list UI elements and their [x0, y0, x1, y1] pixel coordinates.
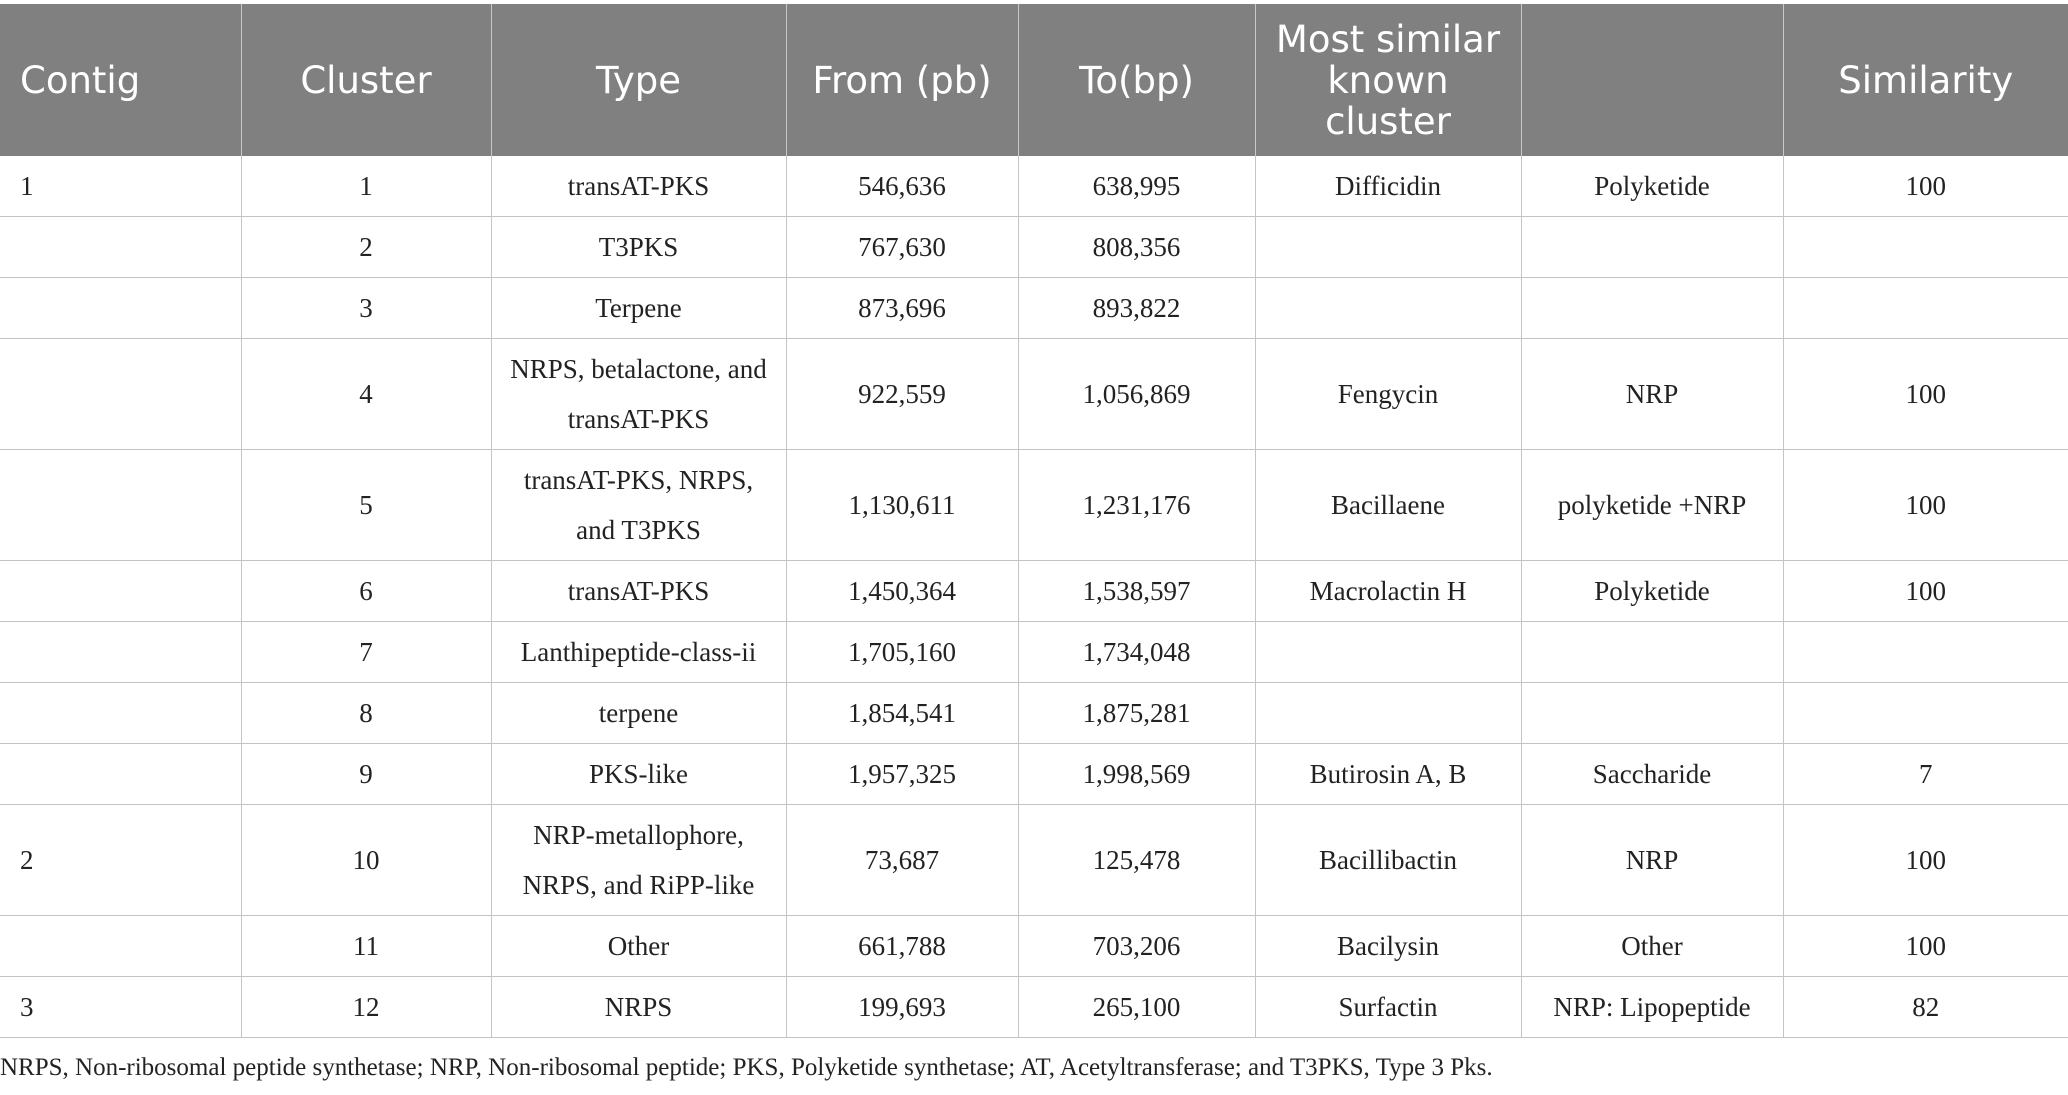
cell-most-similar: [1255, 278, 1521, 339]
cell-contig: 1: [20, 171, 34, 201]
cell-cluster: 8: [241, 683, 491, 744]
cell-to: 1,875,281: [1018, 683, 1255, 744]
cell-type: T3PKS: [491, 217, 786, 278]
table-row: [0, 561, 2068, 622]
cell-type: NRP-metallophore, NRPS, and RiPP-like: [491, 805, 786, 916]
cell-category: NRP: [1521, 805, 1783, 916]
cell-most-similar: Bacillaene: [1255, 450, 1521, 561]
table-row: [0, 450, 2068, 561]
cell-from: 1,450,364: [786, 561, 1018, 622]
cell-similarity: [1783, 278, 2068, 339]
header-cluster: Cluster: [241, 4, 491, 156]
cell-similarity: 100: [1783, 156, 2068, 217]
table-header-row: [0, 4, 2068, 156]
cell-from: 661,788: [786, 916, 1018, 977]
cell-from: 1,130,611: [786, 450, 1018, 561]
cell-to: 808,356: [1018, 217, 1255, 278]
biosynthetic-gene-cluster-table: [0, 4, 2068, 1038]
cell-similarity: 100: [1783, 805, 2068, 916]
cell-contig: [0, 744, 241, 805]
cell-similarity: 100: [1783, 561, 2068, 622]
cell-type: NRPS: [491, 977, 786, 1038]
cell-type: transAT-PKS: [491, 156, 786, 217]
header-similarity: Similarity: [1783, 4, 2068, 156]
cell-most-similar: [1255, 217, 1521, 278]
cell-to: 265,100: [1018, 977, 1255, 1038]
table-row: [0, 217, 2068, 278]
cell-category: [1521, 683, 1783, 744]
cell-from: 767,630: [786, 217, 1018, 278]
cell-contig: [0, 622, 241, 683]
cell-cluster: 5: [241, 450, 491, 561]
cell-contig: [0, 217, 241, 278]
table-row: [0, 278, 2068, 339]
cell-category: Saccharide: [1521, 744, 1783, 805]
cell-contig: [0, 683, 241, 744]
cell-type: terpene: [491, 683, 786, 744]
cell-contig: [0, 339, 241, 450]
cell-similarity: 100: [1783, 339, 2068, 450]
cell-to: 1,231,176: [1018, 450, 1255, 561]
cell-similarity: 100: [1783, 450, 2068, 561]
cell-most-similar: Difficidin: [1255, 156, 1521, 217]
cell-cluster: 10: [241, 805, 491, 916]
cell-to: 1,998,569: [1018, 744, 1255, 805]
header-type: Type: [491, 4, 786, 156]
cell-from: 546,636: [786, 156, 1018, 217]
cell-cluster: 9: [241, 744, 491, 805]
cell-category: Polyketide: [1521, 156, 1783, 217]
cell-most-similar: Butirosin A, B: [1255, 744, 1521, 805]
table-row: [0, 977, 2068, 1038]
cell-from: 73,687: [786, 805, 1018, 916]
cell-cluster: 11: [241, 916, 491, 977]
cell-contig: 2: [0, 805, 241, 916]
cell-type: transAT-PKS, NRPS, and T3PKS: [491, 450, 786, 561]
cell-type: NRPS, betalactone, and transAT-PKS: [491, 339, 786, 450]
cell-from: 199,693: [786, 977, 1018, 1038]
table-row: [0, 622, 2068, 683]
cell-to: 1,538,597: [1018, 561, 1255, 622]
table-row: [0, 339, 2068, 450]
table-row: [0, 744, 2068, 805]
cell-to: 125,478: [1018, 805, 1255, 916]
cell-to: 638,995: [1018, 156, 1255, 217]
cell-most-similar: Surfactin: [1255, 977, 1521, 1038]
table-row: [0, 683, 2068, 744]
cell-category: [1521, 278, 1783, 339]
cell-category: [1521, 622, 1783, 683]
cell-most-similar: [1255, 622, 1521, 683]
table-row: [0, 916, 2068, 977]
cell-to: 893,822: [1018, 278, 1255, 339]
cell-similarity: [1783, 217, 2068, 278]
cell-most-similar: Bacillibactin: [1255, 805, 1521, 916]
cell-contig: [0, 450, 241, 561]
cell-contig: 3: [0, 977, 241, 1038]
cell-to: 1,056,869: [1018, 339, 1255, 450]
cell-type: Terpene: [491, 278, 786, 339]
cell-from: 1,705,160: [786, 622, 1018, 683]
cell-category: Other: [1521, 916, 1783, 977]
cell-similarity: [1783, 683, 2068, 744]
table-footnote: NRPS, Non-ribosomal peptide synthetase; NRP, Non-ribosomal peptide; PKS, Polyketide synthetase; AT, Acetyltransferase; and T3PKS, Type 3 Pks.: [0, 1054, 1493, 1081]
cell-cluster: 6: [241, 561, 491, 622]
cell-cluster: 2: [241, 217, 491, 278]
cell-from: 1,854,541: [786, 683, 1018, 744]
header-contig: Contig: [0, 4, 241, 156]
cell-cluster: 1: [241, 156, 491, 217]
header-from: From (pb): [786, 4, 1018, 156]
table-row: [0, 156, 2068, 217]
cell-similarity: 82: [1783, 977, 2068, 1038]
header-blank: [1521, 4, 1783, 156]
cell-type: Other: [491, 916, 786, 977]
cell-category: Polyketide: [1521, 561, 1783, 622]
cell-similarity: 100: [1783, 916, 2068, 977]
cell-cluster: 12: [241, 977, 491, 1038]
cell-contig: [0, 561, 241, 622]
cell-category: polyketide +NRP: [1521, 450, 1783, 561]
cell-cluster: 3: [241, 278, 491, 339]
cell-from: 1,957,325: [786, 744, 1018, 805]
cell-category: [1521, 217, 1783, 278]
cell-category: NRP: Lipopeptide: [1521, 977, 1783, 1038]
cell-from: 873,696: [786, 278, 1018, 339]
cell-most-similar: [1255, 683, 1521, 744]
cell-similarity: 7: [1783, 744, 2068, 805]
cell-most-similar: Bacilysin: [1255, 916, 1521, 977]
cell-type: Lanthipeptide-class-ii: [491, 622, 786, 683]
cell-to: 703,206: [1018, 916, 1255, 977]
cell-similarity: [1783, 622, 2068, 683]
cell-to: 1,734,048: [1018, 622, 1255, 683]
table-row: [0, 805, 2068, 916]
cell-cluster: 4: [241, 339, 491, 450]
cell-type: PKS-like: [491, 744, 786, 805]
cell-contig: [0, 278, 241, 339]
cell-most-similar: Fengycin: [1255, 339, 1521, 450]
cell-from: 922,559: [786, 339, 1018, 450]
cell-category: NRP: [1521, 339, 1783, 450]
header-to: To(bp): [1018, 4, 1255, 156]
cell-contig: [0, 916, 241, 977]
cell-most-similar: Macrolactin H: [1255, 561, 1521, 622]
cell-cluster: 7: [241, 622, 491, 683]
cell-type: transAT-PKS: [491, 561, 786, 622]
header-most-similar-known-cluster: Most similar known cluster: [1255, 4, 1521, 156]
